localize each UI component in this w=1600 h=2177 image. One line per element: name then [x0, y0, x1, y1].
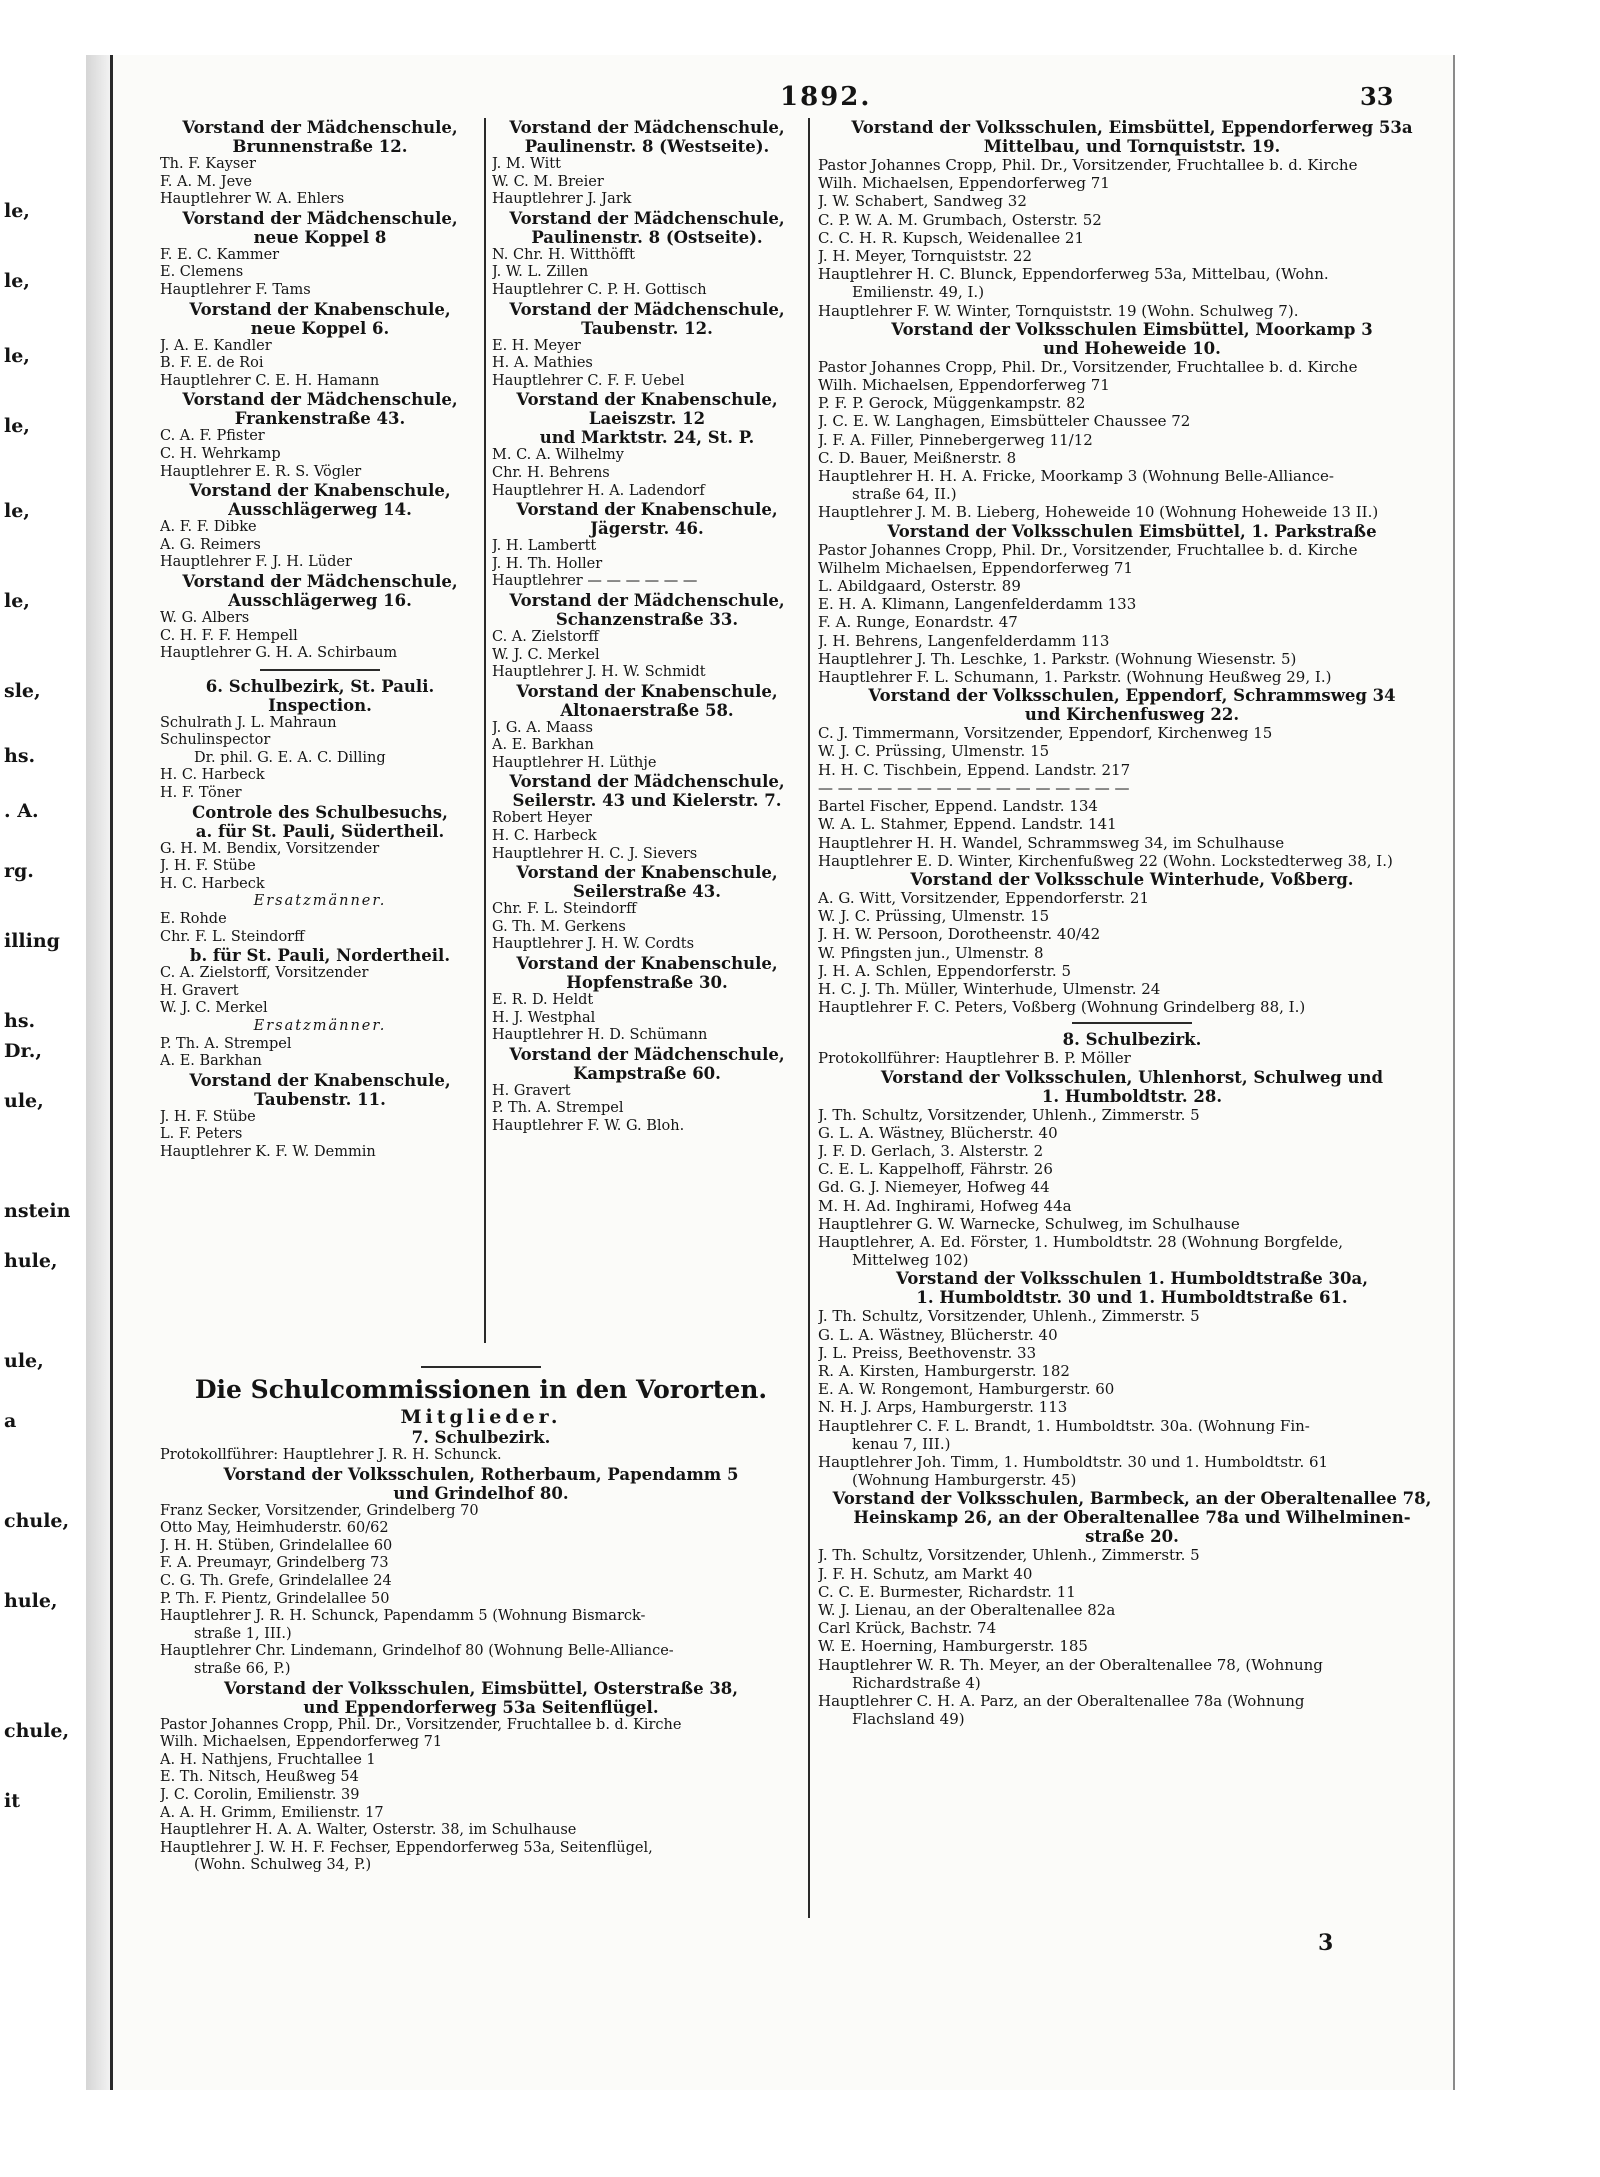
entry-heading: Taubenstr. 12.: [581, 318, 713, 338]
entry-line: H. A. Mathies: [492, 355, 593, 372]
entry-line: W. J. Lienau, an der Oberaltenallee 82a: [818, 1601, 1116, 1619]
entry-line: Hauptlehrer F. W. G. Bloh.: [492, 1118, 685, 1134]
edge-fragment: Dr.,: [4, 1040, 42, 1062]
entry-heading: Vorstand der Volksschulen 1. Humboldtstraße 30a,: [896, 1269, 1368, 1289]
entry-line: Hauptlehrer F. Tams: [160, 281, 311, 298]
entry-heading: Vorstand der Knabenschule,: [189, 299, 451, 319]
entry-line: Wilhelm Michaelsen, Eppendorferweg 71: [818, 558, 1133, 577]
entry-line: B. F. E. de Roi: [160, 355, 264, 372]
edge-fragment: le,: [4, 345, 30, 367]
entry-line: Hauptlehrer J. Th. Leschke, 1. Parkstr. (Wohnung Wiesenstr. 5): [818, 649, 1297, 668]
entry-line: F. A. Preumayr, Grindelberg 73: [160, 1555, 389, 1572]
entry-line: J. H. Behrens, Langenfelderdamm 113: [818, 631, 1110, 650]
entry-line: E. Rohde: [160, 911, 227, 928]
entry-line: Schulinspector: [160, 732, 271, 749]
entry-line: Chr. H. Behrens: [492, 464, 610, 481]
entry-line: G. Th. M. Gerkens: [492, 918, 626, 935]
entry-heading: straße 20.: [1085, 1527, 1179, 1547]
entry-line: Dr. phil. G. E. A. C. Dilling: [194, 749, 386, 766]
entry-heading: Ausschlägerweg 16.: [228, 590, 412, 610]
column-right: [818, 118, 1446, 1728]
entry-line: J. H. A. Schlen, Eppendorferstr. 5: [818, 961, 1072, 980]
entry-heading: Vorstand der Volksschulen, Rotherbaum, Papendamm 5: [223, 1464, 739, 1484]
entry-line: J. H. F. Stübe: [160, 858, 256, 875]
entry-line: Hauptlehrer E. D. Winter, Kirchenfußweg 22 (Wohn. Lockstedterweg 38, I.): [818, 851, 1393, 870]
edge-fragment: le,: [4, 200, 30, 222]
entry-line: Hauptlehrer J. H. W. Schmidt: [492, 664, 706, 681]
edge-fragment: le,: [4, 415, 30, 437]
entry-line: E. Th. Nitsch, Heußweg 54: [160, 1769, 359, 1786]
entry-line: G. L. A. Wästney, Blücherstr. 40: [818, 1123, 1058, 1142]
entry-line: C. G. Th. Grefe, Grindelallee 24: [160, 1572, 392, 1589]
entry-heading: Vorstand der Knabenschule,: [189, 1070, 451, 1090]
entry-line: C. H. F. F. Hempell: [160, 627, 298, 644]
entry-line: J. A. E. Kandler: [160, 337, 272, 354]
entry-line: H. F. Töner: [160, 785, 242, 802]
section-rule: [1072, 1022, 1192, 1024]
entry-line: — — — — — — — — — — — — — — — —: [818, 778, 1130, 797]
entry-heading: 1. Humboldtstr. 28.: [1041, 1086, 1223, 1106]
entry-line: H. C. Harbeck: [160, 875, 265, 892]
entry-line: J. H. Meyer, Tornquiststr. 22: [818, 247, 1033, 266]
entry-line: H. C. Harbeck: [160, 767, 265, 784]
entry-line: M. H. Ad. Inghirami, Hofweg 44a: [818, 1196, 1072, 1215]
entry-heading: Vorstand der Knabenschule,: [516, 500, 778, 520]
entry-heading: Laeiszstr. 12: [588, 409, 706, 429]
entry-heading: Vorstand der Knabenschule,: [189, 481, 451, 501]
entry-line: C. A. F. Pfister: [160, 428, 265, 445]
entry-heading: Vorstand der Knabenschule,: [516, 390, 778, 410]
entry-heading: Heinskamp 26, an der Oberaltenallee 78a und Wilhelminen-: [853, 1508, 1411, 1528]
entry-line: Gd. G. J. Niemeyer, Hofweg 44: [818, 1178, 1050, 1197]
entry-heading: neue Koppel 8: [253, 227, 387, 247]
edge-fragment: hs.: [4, 745, 36, 767]
entry-line: L. Abildgaard, Osterstr. 89: [818, 577, 1021, 596]
entry-line: Pastor Johannes Cropp, Phil. Dr., Vorsitzender, Fruchtallee b. d. Kirche: [818, 156, 1358, 174]
edge-fragment: a: [4, 1410, 17, 1432]
entry-line: C. P. W. A. M. Grumbach, Osterstr. 52: [818, 210, 1102, 229]
entry-line: Hauptlehrer C. F. F. Uebel: [492, 372, 685, 389]
entry-line: Flachsland 49): [852, 1710, 965, 1729]
entry-heading: Paulinenstr. 8 (Westseite).: [524, 137, 770, 156]
vororte-section: [160, 1360, 802, 1875]
district-heading: 7. Schulbezirk.: [411, 1428, 551, 1447]
entry-heading: Vorstand der Mädchenschule,: [182, 118, 458, 137]
entry-line: E. H. Meyer: [492, 337, 581, 354]
entry-line: J. G. A. Maass: [492, 719, 593, 736]
page-year: 1892.: [780, 82, 872, 112]
entry-heading: und Marktstr. 24, St. P.: [539, 428, 755, 448]
entry-line: A. H. Nathjens, Fruchtallee 1: [160, 1751, 376, 1768]
entry-line: Hauptlehrer H. A. Ladendorf: [492, 482, 705, 499]
edge-fragment: . A.: [4, 800, 39, 822]
entry-line: W. Pfingsten jun., Ulmenstr. 8: [818, 943, 1044, 962]
entry-line: G. H. M. Bendix, Vorsitzender: [160, 840, 380, 857]
entry-line: A. A. H. Grimm, Emilienstr. 17: [160, 1804, 384, 1821]
entry-line: Ersatzmänner.: [253, 1018, 387, 1034]
column-left: [160, 118, 480, 1162]
entry-heading: Vorstand der Mädchenschule,: [182, 571, 458, 591]
entry-line: Hauptlehrer J. M. B. Lieberg, Hoheweide 10 (Wohnung Hoheweide 13 II.): [818, 503, 1379, 522]
entry-heading: Vorstand der Mädchenschule,: [182, 390, 458, 410]
entry-line: Hauptlehrer, A. Ed. Förster, 1. Humboldtstr. 28 (Wohnung Borgfelde,: [818, 1232, 1343, 1251]
entry-line: Emilienstr. 49, I.): [852, 283, 985, 302]
entry-line: H. H. C. Tischbein, Eppend. Landstr. 217: [818, 760, 1131, 779]
entry-line: Hauptlehrer W. R. Th. Meyer, an der Oberaltenallee 78, (Wohnung: [818, 1655, 1323, 1674]
entry-line: Hauptlehrer H. H. Wandel, Schrammsweg 34, im Schulhause: [818, 833, 1285, 852]
entry-heading: Frankenstraße 43.: [234, 409, 406, 429]
entry-line: A. G. Reimers: [160, 536, 261, 553]
entry-line: Wilh. Michaelsen, Eppendorferweg 71: [818, 376, 1110, 395]
signature-mark: 3: [1318, 1930, 1334, 1956]
entry-line: W. E. Hoerning, Hamburgerstr. 185: [818, 1637, 1088, 1656]
entry-line: Pastor Johannes Cropp, Phil. Dr., Vorsitzender, Fruchtallee b. d. Kirche: [160, 1716, 682, 1733]
entry-line: Ersatzmänner.: [253, 893, 387, 910]
entry-line: J. C. E. W. Langhagen, Eimsbütteler Chaussee 72: [818, 412, 1191, 431]
entry-line: J. Th. Schultz, Vorsitzender, Uhlenh., Zimmerstr. 5: [818, 1105, 1200, 1124]
entry-line: P. Th. A. Strempel: [160, 1035, 292, 1052]
edge-fragment: hs.: [4, 1010, 36, 1032]
entry-line: Hauptlehrer G. W. Warnecke, Schulweg, im Schulhause: [818, 1214, 1240, 1233]
edge-fragment: illing: [4, 930, 60, 952]
entry-heading: 8. Schulbezirk.: [1062, 1030, 1202, 1050]
entry-line: W. J. C. Prüssing, Ulmenstr. 15: [818, 742, 1050, 761]
entry-line: M. C. A. Wilhelmy: [492, 447, 624, 464]
entry-heading: Altonaerstraße 58.: [560, 700, 734, 720]
entry-heading: Vorstand der Mädchenschule,: [509, 590, 785, 610]
entry-line: N. Chr. H. Witthöfft: [492, 246, 635, 263]
entry-heading: Seilerstr. 43 und Kielerstr. 7.: [512, 791, 782, 811]
entry-line: J. F. H. Schutz, am Markt 40: [818, 1564, 1033, 1583]
entry-line: Hauptlehrer J. R. H. Schunck, Papendamm 5 (Wohnung Bismarck-: [160, 1608, 646, 1625]
entry-line: G. L. A. Wästney, Blücherstr. 40: [818, 1325, 1058, 1344]
entry-line: P. F. P. Gerock, Müggenkampstr. 82: [818, 394, 1086, 413]
entry-heading: Vorstand der Volksschule Winterhude, Voßberg.: [910, 869, 1354, 889]
entry-line: J. Th. Schultz, Vorsitzender, Uhlenh., Zimmerstr. 5: [818, 1307, 1200, 1326]
entry-line: Hauptlehrer H. Lüthje: [492, 754, 657, 771]
entry-line: Robert Heyer: [492, 810, 592, 827]
entry-line: A. F. F. Dibke: [160, 519, 257, 536]
entry-line: C. J. Timmermann, Vorsitzender, Eppendorf, Kirchenweg 15: [818, 724, 1273, 743]
entry-line: C. E. L. Kappelhoff, Fährstr. 26: [818, 1160, 1053, 1179]
entry-line: J. M. Witt: [492, 156, 561, 172]
entry-line: Bartel Fischer, Eppend. Landstr. 134: [818, 797, 1098, 816]
entry-line: W. J. C. Prüssing, Ulmenstr. 15: [818, 907, 1050, 926]
entry-heading: a. für St. Pauli, Südertheil.: [195, 821, 445, 841]
entry-line: Hauptlehrer J. Jark: [492, 191, 632, 208]
entry-line: C. C. H. R. Kupsch, Weidenallee 21: [818, 228, 1084, 247]
edge-fragment: nstein: [4, 1200, 71, 1222]
page-binding: [86, 55, 110, 2090]
edge-fragment: hule,: [4, 1590, 58, 1612]
entry-heading: Vorstand der Mädchenschule,: [509, 299, 785, 319]
entry-heading: neue Koppel 6.: [250, 318, 390, 338]
entry-line: E. Clemens: [160, 264, 244, 281]
entry-line: P. Th. A. Strempel: [492, 1100, 624, 1117]
entry-line: Hauptlehrer C. E. H. Hamann: [160, 372, 380, 389]
entry-line: C. H. Wehrkamp: [160, 445, 281, 462]
entry-line: H. C. J. Th. Müller, Winterhude, Ulmenstr. 24: [818, 979, 1161, 998]
entry-heading: Vorstand der Knabenschule,: [516, 863, 778, 883]
entry-heading: Mittelbau, und Tornquiststr. 19.: [983, 137, 1281, 156]
section-rule: [260, 669, 380, 671]
entry-line: Hauptlehrer F. C. Peters, Voßberg (Wohnung Grindelberg 88, I.): [818, 998, 1306, 1017]
entry-heading: und Hoheweide 10.: [1043, 338, 1221, 358]
entry-line: (Wohnung Hamburgerstr. 45): [852, 1471, 1077, 1490]
entry-line: J. C. Corolin, Emilienstr. 39: [160, 1786, 360, 1803]
entry-line: R. A. Kirsten, Hamburgerstr. 182: [818, 1361, 1070, 1380]
entry-line: L. F. Peters: [160, 1126, 243, 1143]
entry-heading: b. für St. Pauli, Nordertheil.: [189, 946, 451, 966]
entry-line: C. A. Zielstorff: [492, 628, 599, 645]
entry-line: P. Th. F. Pientz, Grindelallee 50: [160, 1590, 390, 1607]
entry-line: Chr. F. L. Steindorff: [160, 928, 305, 945]
entry-line: Pastor Johannes Cropp, Phil. Dr., Vorsitzender, Fruchtallee b. d. Kirche: [818, 540, 1358, 559]
entry-line: straße 1, III.): [194, 1625, 292, 1642]
entry-line: A. E. Barkhan: [492, 737, 594, 754]
entry-line: Hauptlehrer C. F. L. Brandt, 1. Humboldtstr. 30a. (Wohnung Fin-: [818, 1416, 1310, 1435]
entry-heading: Vorstand der Volksschulen Eimsbüttel, Moorkamp 3: [891, 319, 1373, 339]
entry-line: N. H. J. Arps, Hamburgerstr. 113: [818, 1398, 1068, 1417]
entry-line: Protokollführer: Hauptlehrer B. P. Möller: [818, 1049, 1131, 1068]
entry-line: W. J. C. Merkel: [160, 1000, 268, 1017]
entry-heading: Taubenstr. 11.: [254, 1089, 386, 1109]
edge-fragment: it: [4, 1790, 20, 1812]
entry-line: straße 64, II.): [852, 485, 957, 504]
entry-line: H. Gravert: [492, 1082, 571, 1099]
entry-heading: Vorstand der Mädchenschule,: [509, 772, 785, 792]
entry-heading: 6. Schulbezirk, St. Pauli.: [205, 676, 435, 696]
entry-line: J. L. Preiss, Beethovenstr. 33: [818, 1343, 1037, 1362]
entry-line: H. C. Harbeck: [492, 828, 597, 845]
edge-fragment: ule,: [4, 1090, 44, 1112]
entry-heading: Schanzenstraße 33.: [555, 609, 739, 629]
entry-line: straße 66, P.): [194, 1660, 291, 1677]
entry-heading: Vorstand der Volksschulen, Barmbeck, an der Oberaltenallee 78,: [832, 1489, 1432, 1509]
entry-line: Franz Secker, Vorsitzender, Grindelberg 70: [160, 1502, 479, 1519]
entry-line: Hauptlehrer Joh. Timm, 1. Humboldtstr. 30 und 1. Humboldtstr. 61: [818, 1452, 1329, 1471]
entry-line: Hauptlehrer F. J. H. Lüder: [160, 554, 352, 571]
column-middle: [492, 118, 802, 1136]
entry-line: C. D. Bauer, Meißnerstr. 8: [818, 448, 1017, 467]
entry-line: Hauptlehrer F. W. Winter, Tornquiststr. 19 (Wohn. Schulweg 7).: [818, 301, 1299, 320]
entry-line: C. C. E. Burmester, Richardstr. 11: [818, 1582, 1076, 1601]
entry-line: Carl Krück, Bachstr. 74: [818, 1619, 997, 1638]
entry-heading: Vorstand der Volksschulen, Eppendorf, Schrammsweg 34: [868, 686, 1396, 706]
entry-line: Hauptlehrer Chr. Lindemann, Grindelhof 80 (Wohnung Belle-Alliance-: [160, 1643, 674, 1660]
entry-line: Hauptlehrer H. D. Schümann: [492, 1027, 708, 1044]
entry-line: H. Gravert: [160, 982, 239, 999]
entry-heading: 1. Humboldtstr. 30 und 1. Humboldtstraße 61.: [916, 1288, 1348, 1308]
vororte-entries: [160, 1447, 802, 1875]
entry-heading: Jägerstr. 46.: [590, 519, 704, 539]
entry-line: Schulrath J. L. Mahraun: [160, 714, 337, 731]
section-title: Die Schulcommissionen in den Vororten.: [194, 1375, 768, 1404]
entry-line: W. C. M. Breier: [492, 173, 604, 190]
entry-line: E. A. W. Rongemont, Hamburgerstr. 60: [818, 1380, 1115, 1399]
entry-line: Th. F. Kayser: [160, 156, 256, 172]
entry-line: J. Th. Schultz, Vorsitzender, Uhlenh., Zimmerstr. 5: [818, 1546, 1200, 1565]
entry-line: Otto May, Heimhuderstr. 60/62: [160, 1520, 389, 1537]
edge-fragment: hule,: [4, 1250, 58, 1272]
entry-line: J. H. Lambertt: [492, 538, 597, 555]
entry-line: Mittelweg 102): [852, 1251, 969, 1270]
entry-heading: Controle des Schulbesuchs,: [192, 802, 448, 822]
entry-heading: Vorstand der Mädchenschule,: [509, 118, 785, 137]
entry-line: E. H. A. Klimann, Langenfelderdamm 133: [818, 595, 1137, 614]
entry-line: Wilh. Michaelsen, Eppendorferweg 71: [160, 1734, 443, 1751]
entry-heading: Ausschlägerweg 14.: [228, 500, 412, 520]
entry-line: A. G. Witt, Vorsitzender, Eppendorferstr. 21: [818, 888, 1150, 907]
entry-line: Hauptlehrer W. A. Ehlers: [160, 191, 345, 208]
entry-line: Hauptlehrer H. C. Blunck, Eppendorferweg 53a, Mittelbau, (Wohn.: [818, 265, 1329, 284]
entry-line: J. F. D. Gerlach, 3. Alsterstr. 2: [818, 1141, 1044, 1160]
entry-heading: Seilerstraße 43.: [573, 882, 721, 902]
entry-heading: Vorstand der Knabenschule,: [516, 954, 778, 974]
entry-heading: Vorstand der Volksschulen, Eimsbüttel, Eppendorferweg 53a: [851, 118, 1413, 137]
entry-line: J. W. L. Zillen: [492, 264, 589, 281]
entry-line: Hauptlehrer J. W. H. F. Fechser, Eppendorferweg 53a, Seitenflügel,: [160, 1839, 653, 1856]
entry-line: Hauptlehrer — — — — — —: [492, 573, 698, 590]
column-divider: [808, 118, 810, 1918]
entry-line: kenau 7, III.): [852, 1434, 951, 1453]
edge-fragment: ule,: [4, 1350, 44, 1372]
entry-line: Protokollführer: Hauptlehrer J. R. H. Schunck.: [160, 1447, 502, 1463]
entry-line: Hauptlehrer H. A. A. Walter, Osterstr. 38, im Schulhause: [160, 1822, 577, 1839]
entry-line: Hauptlehrer H. H. A. Fricke, Moorkamp 3 (Wohnung Belle-Alliance-: [818, 467, 1334, 486]
entry-heading: Inspection.: [268, 695, 372, 715]
entry-heading: Vorstand der Volksschulen Eimsbüttel, 1. Parkstraße: [887, 521, 1377, 541]
entry-line: J. H. H. Stüben, Grindelallee 60: [160, 1537, 393, 1554]
entry-line: J. W. Schabert, Sandweg 32: [818, 192, 1027, 211]
entry-line: C. A. Zielstorff, Vorsitzender: [160, 965, 369, 982]
entry-line: F. A. Runge, Eonardstr. 47: [818, 613, 1018, 632]
entry-line: Hauptlehrer E. R. S. Vögler: [160, 463, 362, 480]
entry-line: F. A. M. Jeve: [160, 173, 252, 190]
entry-line: H. J. Westphal: [492, 1009, 596, 1026]
entry-line: Hauptlehrer C. H. A. Parz, an der Oberaltenallee 78a (Wohnung: [818, 1692, 1305, 1711]
edge-fragment: sle,: [4, 680, 41, 702]
edge-fragment: chule,: [4, 1510, 70, 1532]
section-subtitle: Mitglieder.: [400, 1406, 562, 1428]
edge-fragment: chule,: [4, 1720, 70, 1742]
section-rule: [421, 1366, 541, 1368]
entry-line: Wilh. Michaelsen, Eppendorferweg 71: [818, 174, 1110, 193]
entry-heading: Hopfenstraße 30.: [566, 973, 728, 993]
entry-heading: Paulinenstr. 8 (Ostseite).: [531, 227, 763, 247]
entry-heading: und Grindelhof 80.: [393, 1483, 569, 1503]
entry-line: A. E. Barkhan: [160, 1053, 262, 1070]
entry-heading: Brunnenstraße 12.: [232, 137, 408, 156]
entry-heading: Vorstand der Mädchenschule,: [509, 1044, 785, 1064]
entry-heading: und Eppendorferweg 53a Seitenflügel.: [303, 1697, 659, 1717]
entry-line: Richardstraße 4): [852, 1673, 981, 1692]
entry-line: Pastor Johannes Cropp, Phil. Dr., Vorsitzender, Fruchtallee b. d. Kirche: [818, 357, 1358, 376]
entry-heading: Vorstand der Volksschulen, Uhlenhorst, Schulweg und: [880, 1067, 1384, 1087]
column-divider: [484, 118, 486, 1343]
entry-line: Hauptlehrer J. H. W. Cordts: [492, 936, 695, 953]
facing-page-edge: [0, 170, 82, 1930]
entry-line: J. H. W. Persoon, Dorotheenstr. 40/42: [818, 925, 1101, 944]
entry-heading: Vorstand der Mädchenschule,: [509, 208, 785, 228]
entry-heading: Vorstand der Mädchenschule,: [182, 208, 458, 228]
edge-fragment: le,: [4, 590, 30, 612]
entry-line: Hauptlehrer G. H. A. Schirbaum: [160, 645, 398, 662]
entry-heading: Kampstraße 60.: [573, 1063, 721, 1083]
entry-line: J. F. A. Filler, Pinnebergerweg 11/12: [818, 430, 1093, 449]
entry-line: Hauptlehrer C. P. H. Gottisch: [492, 281, 707, 298]
edge-fragment: le,: [4, 270, 30, 292]
entry-line: J. H. F. Stübe: [160, 1108, 256, 1125]
entry-line: J. H. Th. Holler: [492, 555, 603, 572]
entry-line: W. J. C. Merkel: [492, 646, 600, 663]
entry-line: F. E. C. Kammer: [160, 246, 280, 263]
entry-line: E. R. D. Heldt: [492, 992, 594, 1009]
page-number: 33: [1360, 82, 1394, 111]
entry-line: W. G. Albers: [160, 609, 250, 626]
entry-line: Hauptlehrer F. L. Schumann, 1. Parkstr. (Wohnung Heußweg 29, I.): [818, 668, 1332, 687]
entry-heading: Vorstand der Volksschulen, Eimsbüttel, Osterstraße 38,: [223, 1678, 739, 1698]
entry-line: Chr. F. L. Steindorff: [492, 901, 637, 918]
entry-heading: und Kirchenfusweg 22.: [1024, 705, 1240, 725]
edge-fragment: rg.: [4, 860, 34, 882]
entry-line: W. A. L. Stahmer, Eppend. Landstr. 141: [818, 815, 1117, 834]
entry-line: (Wohn. Schulweg 34, P.): [194, 1857, 372, 1874]
entry-heading: Vorstand der Knabenschule,: [516, 681, 778, 701]
entry-line: Hauptlehrer H. C. J. Sievers: [492, 845, 698, 862]
entry-line: Hauptlehrer K. F. W. Demmin: [160, 1143, 376, 1160]
edge-fragment: le,: [4, 500, 30, 522]
